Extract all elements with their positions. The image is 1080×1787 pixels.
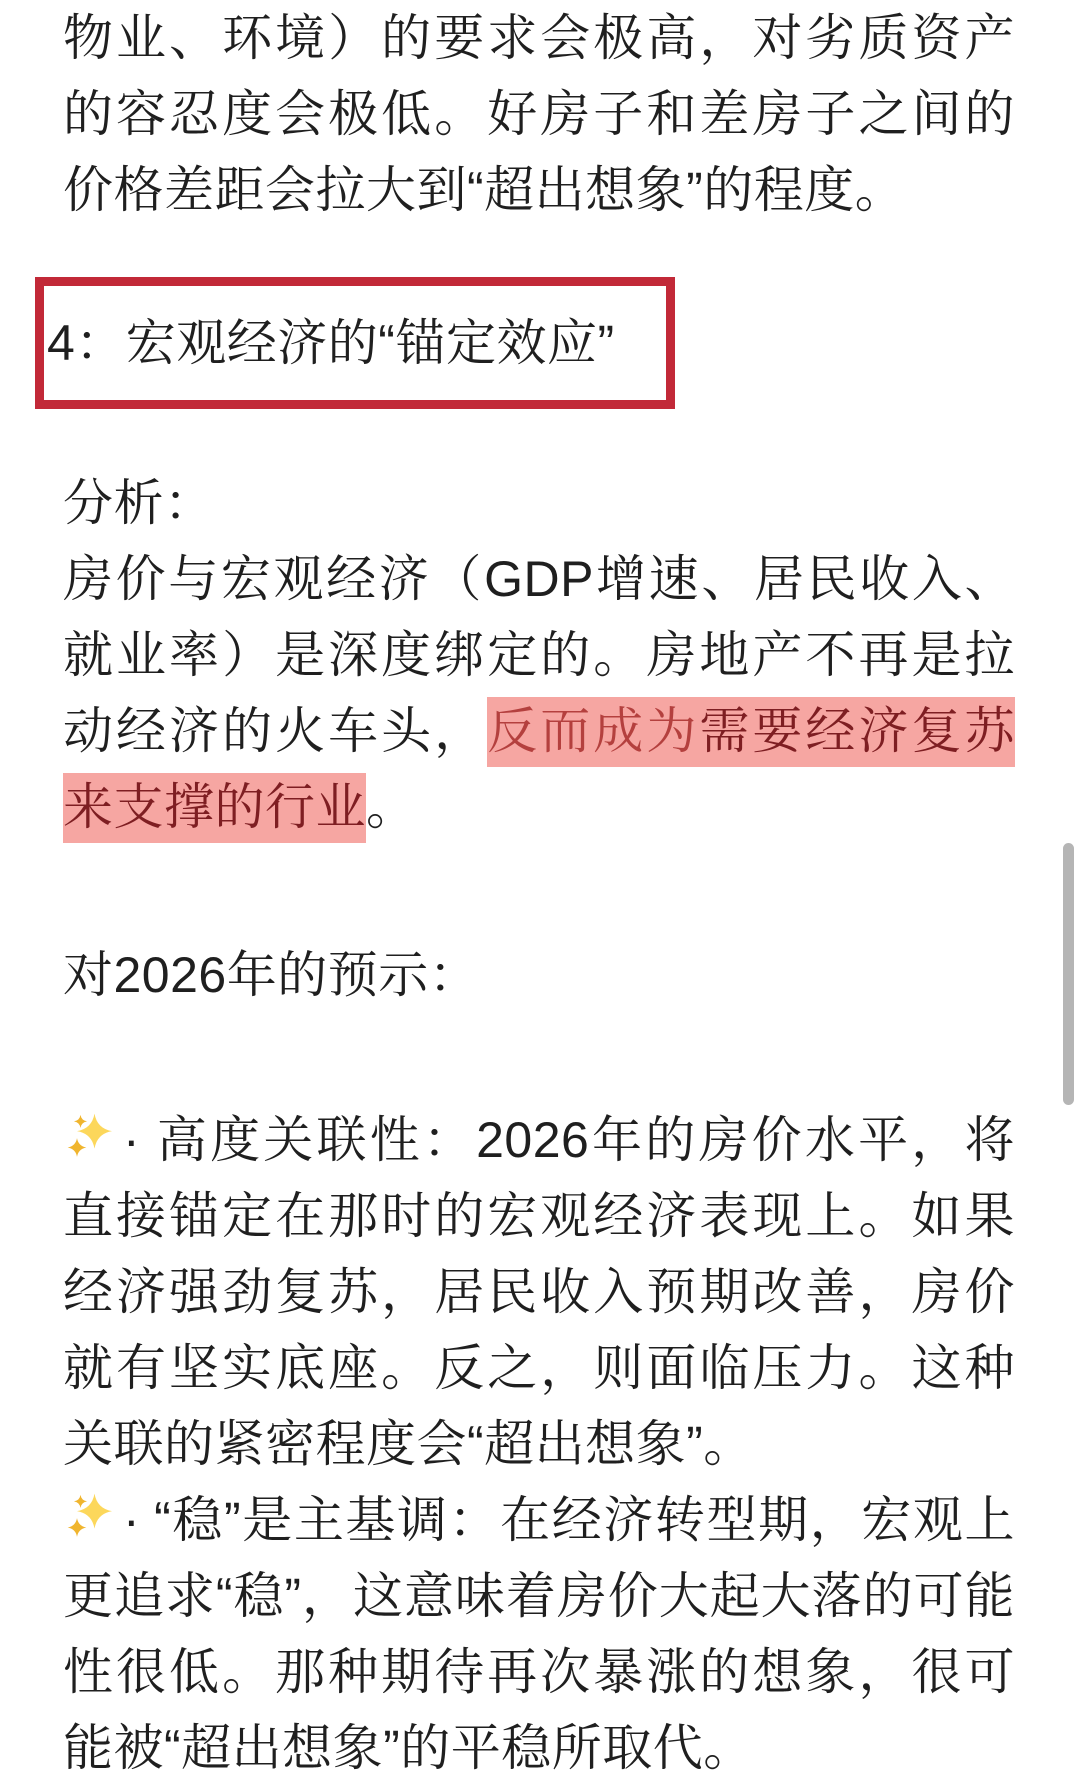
sparkles-icon <box>63 1489 119 1545</box>
insight-item <box>63 1102 1015 1482</box>
forecast-label: 对2026年的预示： <box>63 947 480 1003</box>
insight-list <box>63 1102 1015 1786</box>
sparkles-icon <box>63 1109 119 1165</box>
section-heading: 4：宏观经济的“锚定效应” <box>47 315 615 371</box>
insight-item <box>63 1482 1015 1786</box>
insight-text: “稳”是主基调：在经济转型期，宏观上更追求“稳”，这意味着房价大起大落的可能性很低。那种期待再次暴涨的想象，很可能被“超出想象”的平稳所取代。 <box>63 1492 1015 1776</box>
analysis-paragraph <box>63 541 1015 845</box>
annotated-heading-box <box>35 277 675 409</box>
bullet-dot: · <box>123 1112 141 1168</box>
scrollbar-thumb[interactable] <box>1063 843 1074 1105</box>
bullet-dot: · <box>123 1492 141 1548</box>
analysis-label: 分析： <box>63 475 215 531</box>
analysis-text: 房价与宏观经济（GDP增速、居民收入、就业率）是深度绑定的。房地产不再是拉动经济的火车头， <box>63 551 1015 759</box>
highlighted-text: 反而成为 <box>487 697 699 767</box>
analysis-text: 。 <box>366 779 417 835</box>
insight-text: 高度关联性：2026年的房价水平，将直接锚定在那时的宏观经济表现上。如果经济强劲复苏，居民收入预期改善，房价就有坚实底座。反之，则面临压力。这种关联的紧密程度会“超出想象”。 <box>63 1112 1015 1472</box>
highlighted-text: 需要经济复苏来支撑的行业 <box>63 697 1015 843</box>
paragraph-continuation: 物业、环境）的要求会极高，对劣质资产的容忍度会极低。好房子和差房子之间的价格差距会拉大到“超出想象”的程度。 <box>63 10 1015 218</box>
